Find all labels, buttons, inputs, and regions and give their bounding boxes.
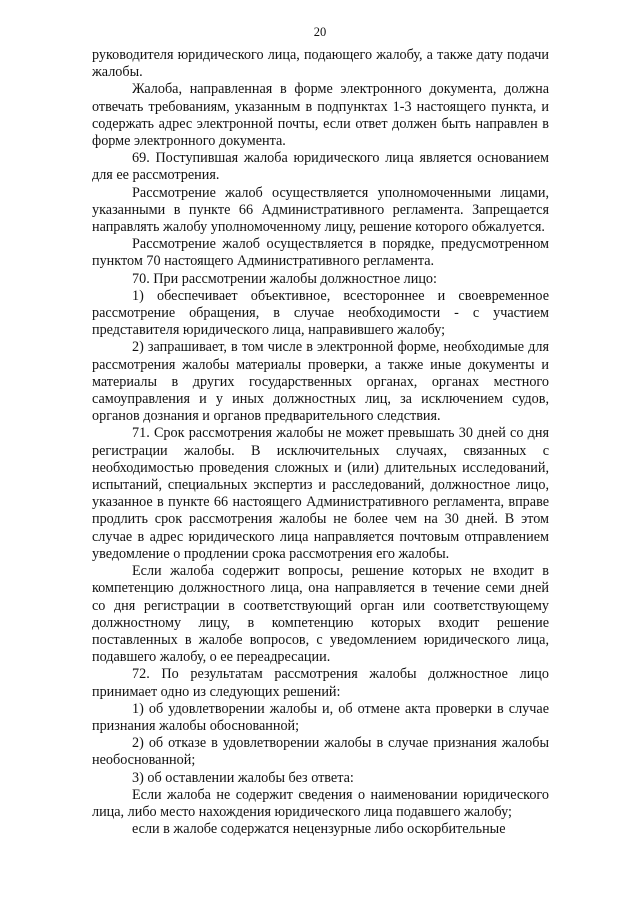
paragraph-69: 69. Поступившая жалоба юридического лица является основанием для ее рассмотрения. (92, 150, 549, 184)
paragraph-72-item-2: 2) об отказе в удовлетворении жалобы в случае признания жалобы необоснованной; (92, 735, 549, 769)
paragraph-electronic-complaint: Жалоба, направленная в форме электронного документа, должна отвечать требованиям, указанным в подпунктах 1-3 настоящего пункта, и содержать адрес электронной почты, если ответ должен быть направлен в форме электронного документа. (92, 81, 549, 150)
paragraph-70-item-2: 2) запрашивает, в том числе в электронной форме, необходимые для рассмотрения жалобы материалы проверки, а также иные документы и материалы в других государственных органах, органах местного самоуправления и у иных должностных лиц, за исключением судов, органов дознания и органов предварительного следствия. (92, 339, 549, 425)
page-number: 20 (313, 25, 327, 39)
paragraph-obscene: если в жалобе содержатся нецензурные либо оскорбительные (132, 821, 506, 838)
paragraph-continuation: руководителя юридического лица, подающего жалобу, а также дату подачи жалобы. (92, 47, 549, 81)
paragraph-review-procedure: Рассмотрение жалоб осуществляется в порядке, предусмотренном пунктом 70 настоящего Административного регламента. (92, 236, 549, 270)
paragraph-authorized-persons: Рассмотрение жалоб осуществляется уполномоченными лицами, указанными в пункте 66 Административного регламента. Запрещается направлять жалобу уполномоченному лицу, решение которого обжалуется. (92, 184, 549, 236)
paragraph-redirect: Если жалоба содержит вопросы, решение которых не входит в компетенцию должностного лица, она направляется в течение семи дней со дня регистрации в соответствующий орган или соответствующему должностному лицу, в компетенцию которых входит решение поставленных в жалобе вопросов, с уведомлением юридического лица, подавшего жалобу, о ее переадресации. (92, 563, 549, 666)
paragraph-70: 70. При рассмотрении жалобы должностное лицо: (132, 270, 437, 287)
paragraph-71: 71. Срок рассмотрения жалобы не может превышать 30 дней со дня регистрации жалобы. В исключительных случаях, связанных с необходимостью проведения сложных и (или) длительных исследований, испытаний, специальных экспертиз и расследований, должностное лицо, указанное в пункте 66 настоящего Административного регламента, вправе продлить срок рассмотрения жалобы не более чем на 30 дней. В этом случае в адрес юридического лица направляется почтовым отправлением уведомление о продлении срока рассмотрения его жалобы. (92, 425, 549, 562)
paragraph-no-name: Если жалоба не содержит сведения о наименовании юридического лица, либо место нахождения юридического лица подавшего жалобу; (92, 786, 549, 820)
paragraph-70-item-1: 1) обеспечивает объективное, всестороннее и своевременное рассмотрение обращения, в случае необходимости - с участием представителя юридического лица, направившего жалобу; (92, 287, 549, 339)
paragraph-72-item-1: 1) об удовлетворении жалобы и, об отмене акта проверки в случае признания жалобы обоснованной; (92, 700, 549, 734)
paragraph-72: 72. По результатам рассмотрения жалобы должностное лицо принимает одно из следующих решений: (92, 666, 549, 700)
paragraph-72-item-3: 3) об оставлении жалобы без ответа: (132, 769, 354, 786)
document-body (92, 47, 549, 838)
